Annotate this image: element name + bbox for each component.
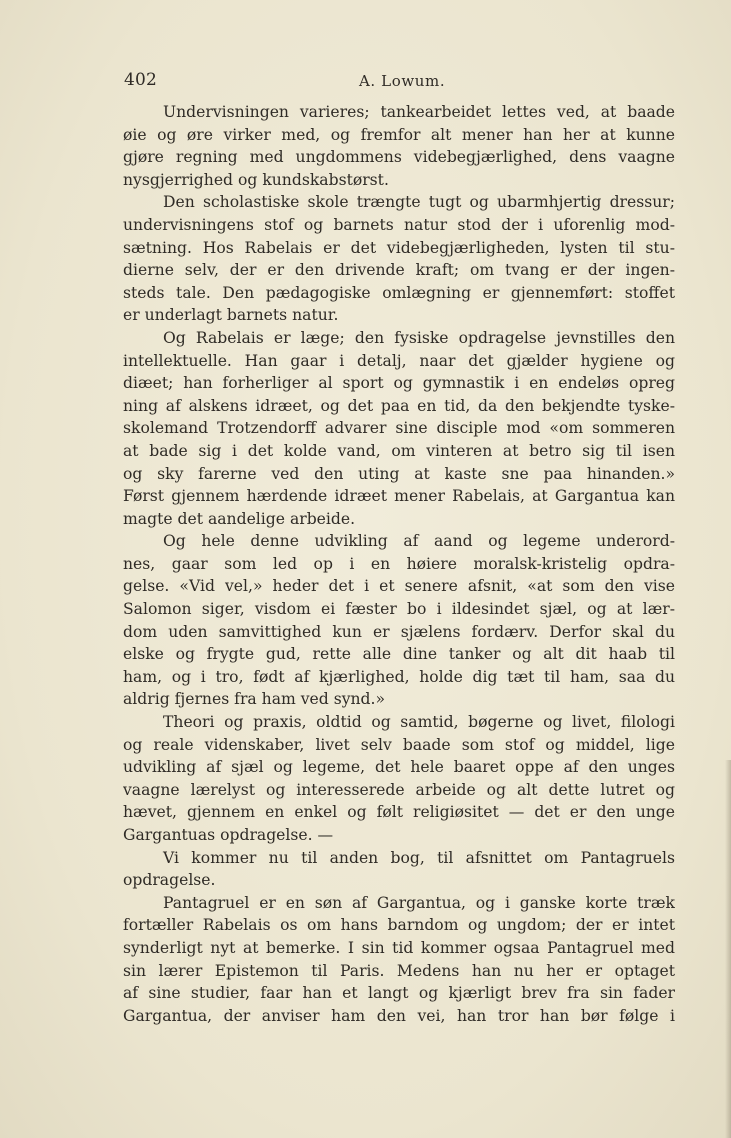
text-line: skolemand Trotzendorff advarer sine disciple mod «om sommeren xyxy=(123,419,675,438)
text-line: Den scholastiske skole trængte tugt og ubarmhjertig dressur; xyxy=(163,193,675,212)
page-header xyxy=(124,70,684,96)
text-line: Og Rabelais er læge; den fysiske opdragelse jevnstilles den xyxy=(163,328,675,347)
text-line: aldrig fjernes fra ham ved synd.» xyxy=(123,690,386,709)
text-line: steds tale. Den pædagogiske omlægning er gjennemført: stoffet xyxy=(123,283,675,302)
text-line: og sky farerne ved den uting at kaste sne paa hinanden.» xyxy=(123,464,675,483)
text-line: nysgjerrighed og kundskabstørst. xyxy=(123,170,389,189)
text-line: Og hele denne udvikling af aand og legeme underord- xyxy=(163,532,675,551)
page-number: 402 xyxy=(124,70,158,90)
text-line: dierne selv, der er den drivende kraft; om tvang er der ingen- xyxy=(123,261,675,280)
text-line: ham, og i tro, født af kjærlighed, holde dig tæt til ham, saa du xyxy=(123,667,675,686)
text-line: Undervisningen varieres; tankearbeidet lettes ved, at baade xyxy=(163,103,675,121)
page-edge-shadow xyxy=(725,760,731,1138)
text-line: Gargantuas opdragelse. — xyxy=(123,826,334,844)
text-line: undervisningens stof og barnets natur stod der i uforenlig mod- xyxy=(123,215,675,234)
text-line: diæet; han forherliger al sport og gymnastik i en endeløs opreg xyxy=(123,374,675,393)
text-line: at bade sig i det kolde vand, om vinteren at betro sig til isen xyxy=(123,441,675,460)
text-line: sin lærer Epistemon til Paris. Medens han nu her er optaget xyxy=(123,961,675,980)
text-line: udvikling af sjæl og legeme, det hele baaret oppe af den unges xyxy=(123,758,675,777)
text-line: vaagne lærelyst og interesserede arbeide og alt dette lutret og xyxy=(123,780,675,799)
text-line: Pantagruel er en søn af Gargantua, og i ganske korte træk xyxy=(163,893,675,912)
text-line: Salomon siger, visdom ei fæster bo i ildesindet sjæl, og at lær- xyxy=(123,600,675,619)
text-line: magte det aandelige arbeide. xyxy=(123,509,356,528)
text-line: øie og øre virker med, og fremfor alt mener han her at kunne xyxy=(123,125,675,144)
text-line: gjøre regning med ungdommens videbegjærlighed, dens vaagne xyxy=(123,148,675,167)
text-line: intellektuelle. Han gaar i detalj, naar det gjælder hygiene og xyxy=(123,351,675,370)
text-line: opdragelse. xyxy=(123,871,216,890)
text-line: nes, gaar som led op i en høiere moralsk-kristelig opdra- xyxy=(123,554,675,573)
text-line: fortæller Rabelais os om hans barndom og ungdom; der er intet xyxy=(123,916,675,935)
text-line: dom uden samvittighed kun er sjælens fordærv. Derfor skal du xyxy=(123,622,675,641)
text-line: Vi kommer nu til anden bog, til afsnittet om Pantagruels xyxy=(163,848,675,867)
text-line: er underlagt barnets natur. xyxy=(123,306,339,325)
text-line: Theori og praxis, oldtid og samtid, bøgerne og livet, filologi xyxy=(163,713,675,732)
text-line: gelse. «Vid vel,» heder det i et senere afsnit, «at som den vise xyxy=(123,577,675,596)
text-line: sætning. Hos Rabelais er det videbegjærligheden, lysten til stu- xyxy=(123,238,675,257)
text-line: elske og frygte gud, rette alle dine tanker og alt dit haab til xyxy=(123,645,675,664)
text-line: ning af alskens idræet, og det paa en tid, da den bekjendte tyske- xyxy=(123,396,675,415)
text-line: synderligt nyt at bemerke. I sin tid kommer ogsaa Pantagruel med xyxy=(123,938,675,957)
text-line: og reale videnskaber, livet selv baade som stof og middel, lige xyxy=(123,735,675,754)
running-head: A. Lowum. xyxy=(359,72,446,90)
body-text xyxy=(123,101,675,1027)
text-line: hævet, gjennem en enkel og følt religiøsitet — det er den unge xyxy=(123,803,675,822)
text-line: Gargantua, der anviser ham den vei, han tror han bør følge i xyxy=(123,1006,675,1025)
text-line: Først gjennem hærdende idræet mener Rabelais, at Gargantua kan xyxy=(123,487,675,506)
text-line: af sine studier, faar han et langt og kjærligt brev fra sin fader xyxy=(123,984,675,1003)
